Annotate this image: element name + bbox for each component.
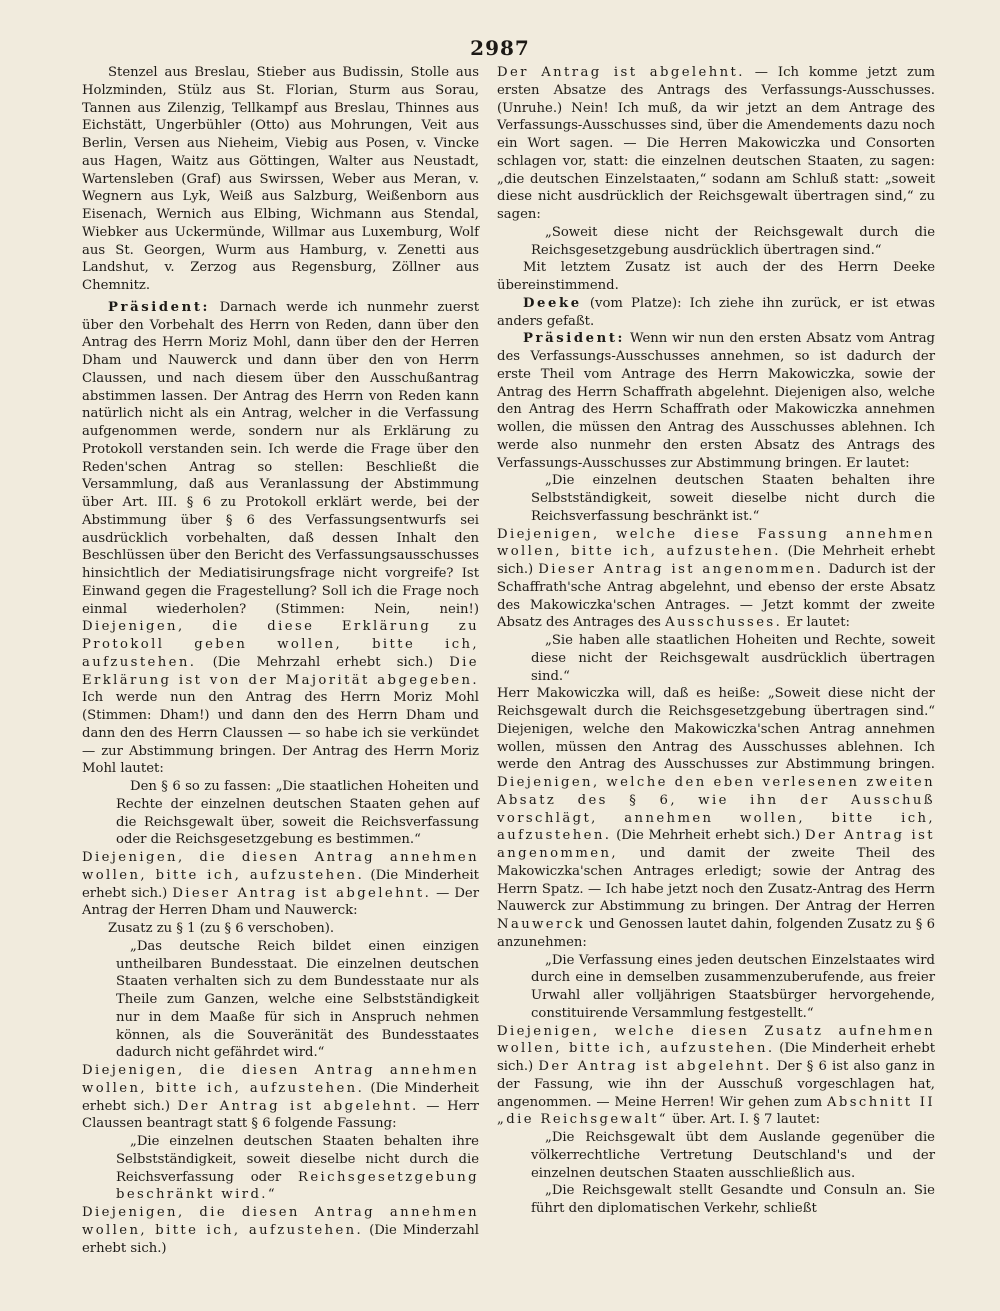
vote-paragraph: Diejenigen, die diesen Antrag annehmen wollen, bitte ich, aufzustehen. (Die Minderheit erhebt sich.) Dieser Antrag ist abgelehnt. — Der Antrag der Herren Dham und Nauwerck: xyxy=(82,850,479,919)
left-column xyxy=(82,64,479,1257)
vote-call: Diejenigen, die diese Erklärung zu Protokoll geben wollen, bitte ich, aufzustehen. xyxy=(82,619,479,670)
motion-text: „Soweit diese nicht der Reichsgewalt durch die Reichsgesetzgebung ausdrücklich übertragen sind.“ xyxy=(531,224,935,258)
speaker-name: Deeke xyxy=(523,295,582,311)
article-text: „Die Reichsgewalt stellt Gesandte und Consuln an. Sie führt den diplomatischen Verkehr, schließt xyxy=(531,1183,935,1216)
section-title: Abschnitt II „die Reichsgewalt“ xyxy=(497,1094,935,1128)
voter-list: Stenzel aus Breslau, Stieber aus Budissin, Stolle aus Holzminden, Stülz aus St. Florian, Sturm aus Sorau, Tannen aus Zilenzig, Tellkampf aus Breslau, Thinnes aus Eichstätt, Ungerbühler (Otto) aus Mohrungen, Veit aus Berlin, Versen aus Nieheim, Viebig aus Posen, v. Vincke aus Hagen, Waitz aus Göttingen, Walter aus Neustadt, Wartensleben (Graf) aus Swirssen, Weber aus Meran, v. Wegnern aus Lyk, Weiß aus Salzburg, Weißenborn aus Eisenach, Wernich aus Elbing, Wichmann aus Stendal, Wiebker aus Uckermünde, Willmar aus Luxemburg, Wolf aus St. Georgen, Wurm aus Hamburg, v. Zenetti aus Landshut, v. Zerzog aus Regensburg, Zöllner aus Chemnitz. xyxy=(82,65,479,293)
motion-text: „Die einzelnen deutschen Staaten behalten ihre Selbstständigkeit, soweit dieselbe nicht durch die Reichsverfassung oder Reichsgesetzgebung beschränkt wird.“ xyxy=(116,1134,479,1203)
motion-text: „Sie haben alle staatlichen Hoheiten und Rechte, soweit diese nicht der Reichsgewalt ausdrücklich übertragen sind.“ xyxy=(531,633,935,684)
motion-text: Den § 6 so zu fassen: „Die staatlichen Hoheiten und Rechte der einzelnen deutschen Staaten gehen auf die Reichsgewalt über, soweit die Reichsverfassung oder die Reichsgesetzgebung es bestimmen.“ xyxy=(116,779,479,848)
vote-result: Der Antrag ist abgelehnt. xyxy=(177,1098,419,1114)
vote-result: Der Antrag ist angenommen, xyxy=(497,828,935,861)
speaker-name: Präsident: xyxy=(108,299,211,315)
motion-heading: Zusatz zu § 1 (zu § 6 verschoben). xyxy=(108,921,335,936)
vote-result: Der Antrag ist abgelehnt. xyxy=(497,65,745,80)
vote-result: Die Erklärung ist von der Majorität abgegeben. xyxy=(82,654,479,688)
speaker-name: Präsident: xyxy=(523,331,626,347)
vote-result: Dieser Antrag ist abgelehnt. xyxy=(172,885,432,901)
vote-result: Dieser Antrag ist angenommen. xyxy=(538,562,824,577)
president-speech: Präsident: Darnach werde ich nunmehr zuerst über den Vorbehalt des Herrn von Reden, dann über den Antrag des Herrn Moriz Mohl, dann über den der Herren Dham und Nauwerck und dann über den von Herrn Claussen, und nach diesem über den Ausschußantrag abstimmen lassen. Der Antrag des Herrn von Reden kann natürlich nicht als ein Antrag, welcher in die Verfassung aufgenommen werde, sondern nur als Erklärung zu Protokoll verstanden sein. Ich werde die Frage über den Reden'schen Antrag so stellen: Beschließt die Versammlung, daß aus Veranlassung der Abstimmung über Art. III. § 6 zu Protokoll erklärt werde, bei der Abstimmung über § 6 des Verfassungsentwurfs sei ausdrücklich vorbehalten, daß dessen Inhalt den Beschlüssen über den Bericht des Verfassungsausschusses hinsichtlich der Mediatisirungsfrage nicht vorgreife? Ist Einwand gegen die Fragestellung? Soll ich die Frage noch einmal wiederholen? (Stimmen: Nein, nein!) Diejenigen, die diese Erklärung zu Protokoll geben wollen, bitte ich, aufzustehen. (Die Mehrzahl erhebt sich.) Die Erklärung ist von der Majorität abgegeben. Ich werde nun den Antrag des Herrn Moriz Mohl (Stimmen: Dham!) und dann den des Herrn Dham und dann den des Herrn Claussen — so habe ich sie verkündet — zur Abstimmung bringen. Der Antrag des Herrn Moriz Mohl lautet: xyxy=(82,299,479,777)
right-column xyxy=(497,64,935,1218)
president-speech: Präsident: Wenn wir nun den ersten Absatz vom Antrag des Verfassungs-Ausschusses annehmen, so ist dadurch der erste Theil vom Antrage des Herrn Makowiczka, sowie der Antrag des Herrn Schaffrath abgelehnt. Diejenigen also, welche den Antrag des Herrn Schaffrath oder Makowiczka annehmen wollen, die müssen den Antrag des Ausschusses ablehnen. Ich werde also nunmehr den ersten Absatz des Antrags des Verfassungs-Ausschusses zur Abstimmung bringen. Er lautet: xyxy=(497,331,935,471)
vote-call: Diejenigen, die diesen Antrag annehmen wollen, bitte ich, aufzustehen. xyxy=(82,1063,479,1096)
vote-call: Diejenigen, welche diesen Zusatz aufnehmen wollen, bitte ich, aufzustehen. xyxy=(497,1023,935,1057)
vote-paragraph: Diejenigen, welche diesen Zusatz aufnehmen wollen, bitte ich, aufzustehen. (Die Minderheit erhebt sich.) Der Antrag ist abgelehnt. Der § 6 ist also ganz in der Fassung, wie ihn der Ausschuß vorgeschlagen hat, angenommen. — Meine Herren! Wir gehen zum Abschnitt II „die Reichsgewalt“ über. Art. I. § 7 lautet: xyxy=(497,1023,935,1128)
vote-paragraph: Herr Makowiczka will, daß es heiße: „Soweit diese nicht der Reichsgewalt durch die Reichsgesetzgebung übertragen sind.“ Diejenigen, welche den Makowiczka'schen Antrag annehmen wollen, müssen den Antrag des Ausschusses ablehnen. Ich werde den Antrag des Ausschusses zur Abstimmung bringen. Diejenigen, welche den eben verlesenen zweiten Absatz des § 6, wie ihn der Ausschuß vorschlägt, annehmen wollen, bitte ich, aufzustehen. (Die Mehrheit erhebt sich.) Der Antrag ist angenommen, und damit der zweite Theil des Makowiczka'schen Antrages erledigt; sowie der Antrag des Herrn Spatz. — Ich habe jetzt noch den Zusatz-Antrag des Herrn Nauwerck zur Abstimmung zu bringen. Der Antrag der Herren Nauwerck und Genossen lautet dahin, folgenden Zusatz zu § 6 anzunehmen: xyxy=(497,686,935,950)
vote-paragraph: Diejenigen, die diesen Antrag annehmen wollen, bitte ich, aufzustehen. (Die Minderzahl erhebt sich.) xyxy=(82,1205,479,1256)
motion-text: „Das deutsche Reich bildet einen einzigen untheilbaren Bundesstaat. Die einzelnen deutschen Staaten verhalten sich zu dem Bundesstaate nur als Theile zum Ganzen, welche eine Selbstständigkeit nur in dem Maaße für sich in Anspruch nehmen können, als die Souveränität des Bundesstaates dadurch nicht gefährdet wird.“ xyxy=(116,938,479,1061)
deeke-remark: Deeke (vom Platze): Ich ziehe ihn zurück, er ist etwas anders gefaßt. xyxy=(497,295,935,329)
president-speech: Der Antrag ist abgelehnt. — Ich komme jetzt zum ersten Absatze des Antrags des Verfassungs-Ausschusses. (Unruhe.) Nein! Ich muß, da wir jetzt an dem Antrage des Verfassungs-Ausschusses sind, über die Amendements dazu noch ein Wort sagen. — Die Herren Makowiczka und Consorten schlagen vor, statt: die einzelnen deutschen Staaten, zu sagen: „die deutschen Einzelstaaten,“ sodann am Schluß statt: „soweit diese nicht ausdrücklich der Reichsgewalt übertragen sind,“ zu sagen: xyxy=(497,65,935,222)
vote-call: Diejenigen, die diesen Antrag annehmen wollen, bitte ich, aufzustehen. xyxy=(82,1205,479,1238)
motion-text: „Die Verfassung eines jeden deutschen Einzelstaates wird durch eine in demselben zusammenzuberufende, aus freier Urwahl aller volljährigen Staatsbürger hervorgehende, constituirende Versammlung festgestellt.“ xyxy=(531,952,935,1021)
motion-text: „Die einzelnen deutschen Staaten behalten ihre Selbstständigkeit, soweit dieselbe nicht durch die Reichsverfassung beschränkt ist.“ xyxy=(531,473,935,524)
article-text: „Die Reichsgewalt übt dem Auslande gegenüber die völkerrechtliche Vertretung Deutschland's und der einzelnen deutschen Staaten ausschließlich aus. xyxy=(531,1130,935,1181)
vote-call: Diejenigen, welche den eben verlesenen zweiten Absatz des § 6, wie ihn der Ausschuß vorschlägt, annehmen wollen, bitte ich, aufzustehen. xyxy=(497,775,935,844)
vote-paragraph: Diejenigen, die diesen Antrag annehmen wollen, bitte ich, aufzustehen. (Die Minderheit erhebt sich.) Der Antrag ist abgelehnt. — Herr Claussen beantragt statt § 6 folgende Fassung: xyxy=(82,1063,479,1132)
vote-result: Der Antrag ist abgelehnt. xyxy=(538,1059,772,1074)
vote-call: Diejenigen, die diesen Antrag annehmen wollen, bitte ich, aufzustehen. xyxy=(82,850,479,883)
page-number: 2987 xyxy=(470,36,530,60)
vote-paragraph: Diejenigen, welche diese Fassung annehmen wollen, bitte ich, aufzustehen. (Die Mehrheit erhebt sich.) Dieser Antrag ist angenommen. Dadurch ist der Schaffrath'sche Antrag abgelehnt, und ebenso der erste Absatz des Makowiczka'schen Antrages. — Jetzt kommt der zweite Absatz des Antrages des Ausschusses. Er lautet: xyxy=(497,526,936,631)
vote-call: Diejenigen, welche diese Fassung annehmen wollen, bitte ich, aufzustehen. xyxy=(497,526,935,560)
remark: Mit letztem Zusatz ist auch der des Herrn Deeke übereinstimmend. xyxy=(497,260,935,293)
